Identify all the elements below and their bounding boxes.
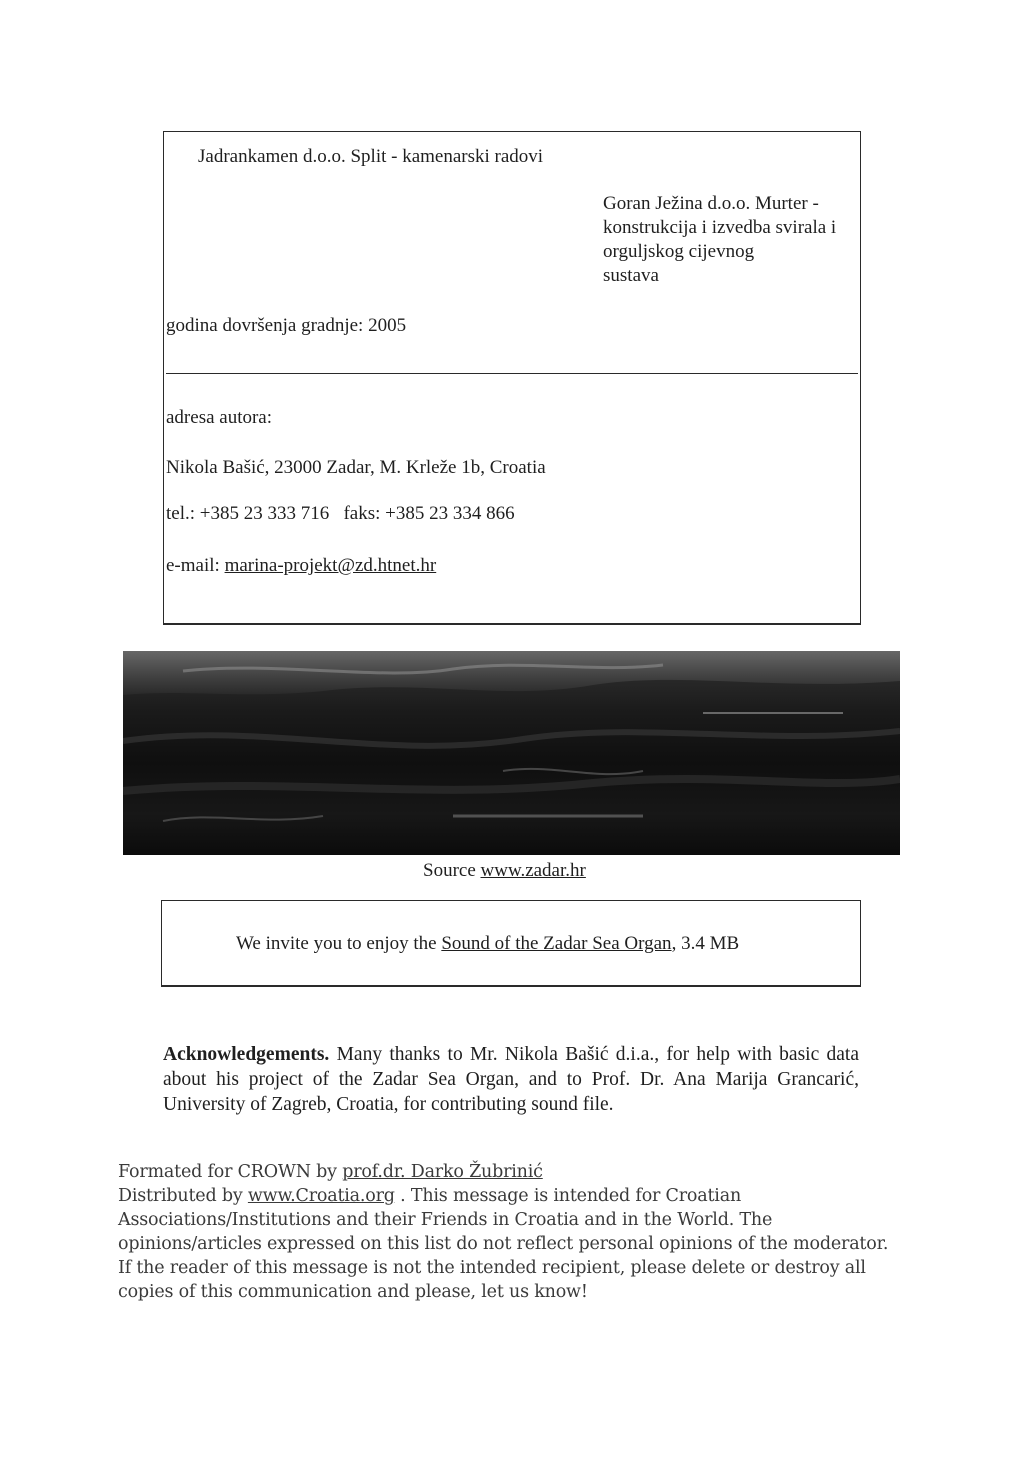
caption-prefix: Source [423,860,481,881]
divider [166,373,858,374]
email-line [166,554,436,578]
contractor-right-line-4: sustava [603,265,659,286]
footer [118,1160,898,1304]
contractor-right-line-2: konstrukcija i izvedba svirala i [603,217,837,238]
address-line: Nikola Bašić, 23000 Zadar, M. Krleže 1b, Croatia [166,457,546,478]
disclaimer: . This message is intended for Croatian Associations/Institutions and their Friends in Croatia and in the World. The opinions/articles expressed on this list do not reflect personal opinions of the moderator. If the reader of this message is not the intended recipient, please delete or destroy all copies of this communication and please, let us know! [118,1186,889,1302]
photo-caption [423,859,586,883]
invite-prefix: We invite you to enjoy the [236,933,442,954]
author-link[interactable]: prof.dr. Darko Žubrinić [342,1162,543,1182]
sea-organ-photo [123,651,900,855]
sound-link[interactable]: Sound of the Zadar Sea Organ [441,933,672,954]
photo-texture [123,651,900,855]
contractor-right-line-3: orguljskog cijevnog [603,241,755,262]
formatted-line [118,1160,898,1184]
distributed-prefix: Distributed by [118,1186,248,1206]
address-heading: adresa autora: [166,407,273,428]
email-label: e-mail: [166,555,225,576]
email-link[interactable]: marina-projekt@zd.htnet.hr [224,555,437,576]
distribution-text [118,1184,898,1304]
zadar-link[interactable]: www.zadar.hr [480,860,586,881]
contractor-left: Jadrankamen d.o.o. Split - kamenarski radovi [198,146,544,167]
contractor-right-line-1: Goran Ježina d.o.o. Murter - [603,193,819,214]
phone-line: tel.: +385 23 333 716 faks: +385 23 334 866 [166,503,515,524]
ack-heading: Acknowledgements. [163,1044,330,1065]
acknowledgements [163,1042,859,1117]
croatia-link[interactable]: www.Croatia.org [247,1186,395,1206]
completion-year: godina dovršenja gradnje: 2005 [166,315,407,336]
ack-body: Many thanks to Mr. Nikola Bašić d.i.a., for help with basic data about his project of the Zadar Sea Organ, and to Prof. Dr. Ana Marija Grancarić, University of Zagreb, Croatia, for contributing sound file. [163,1044,860,1115]
formatted-prefix: Formated for CROWN by [118,1162,343,1182]
invite-suffix: , 3.4 MB [671,933,740,954]
invite-line [236,932,739,956]
